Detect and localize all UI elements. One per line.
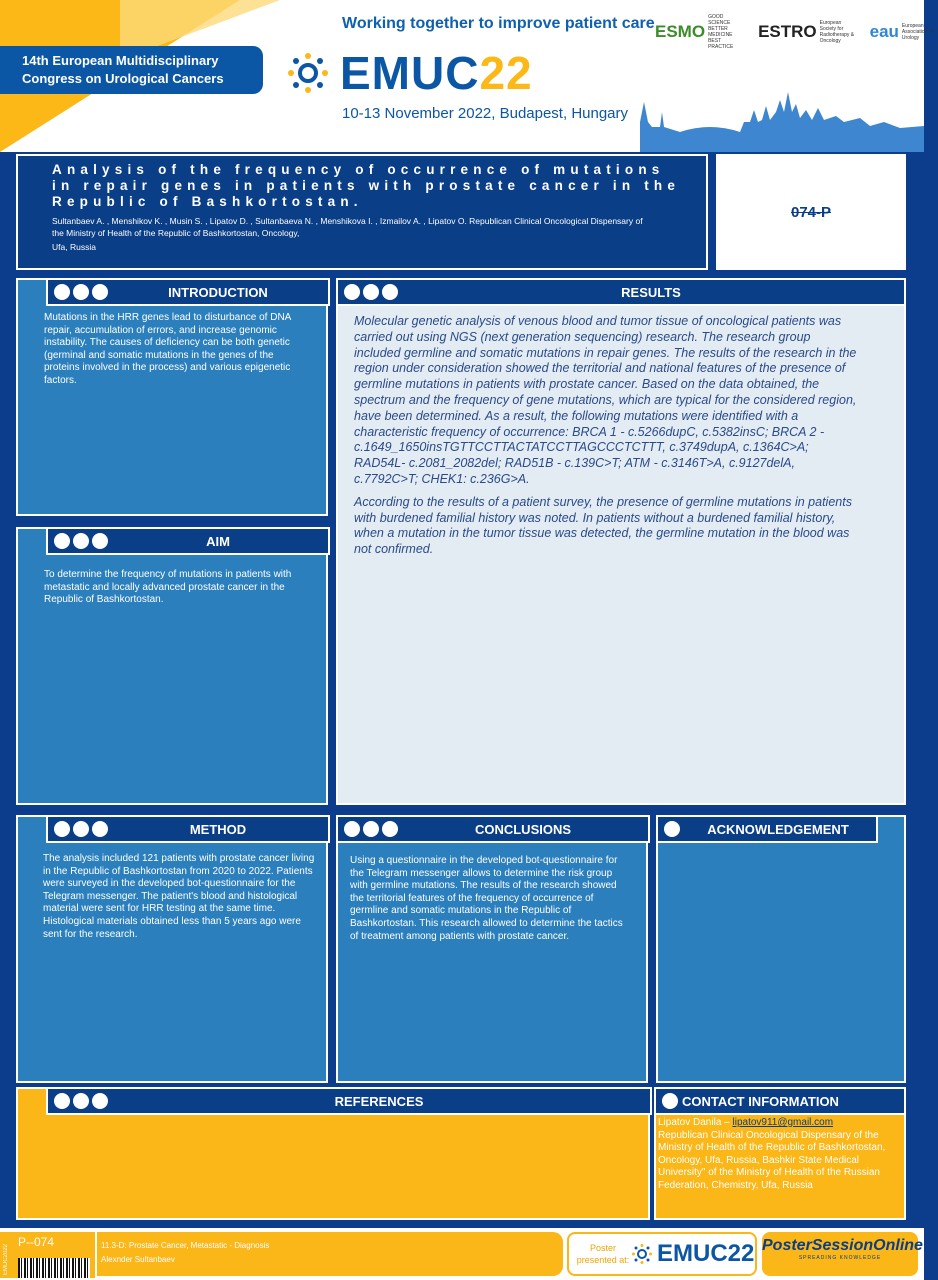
budapest-skyline-icon: [640, 82, 924, 152]
footer-info-box: [97, 1232, 563, 1276]
acknowledgement-header: [656, 815, 878, 843]
dot-icon: [664, 821, 680, 837]
date-location: 10-13 November 2022, Budapest, Hungary: [342, 105, 629, 122]
esmo-name: ESMO: [655, 22, 706, 41]
references-heading: REFERENCES: [334, 1093, 424, 1109]
results-panel: [336, 278, 906, 805]
eau-logo: [870, 22, 938, 42]
dots-icon: [344, 284, 398, 300]
presented-emuc-logo: EMUC22: [657, 1240, 755, 1267]
footer-presented-at: [567, 1232, 757, 1276]
footer-id-box: [0, 1232, 95, 1278]
sun-emblem-icon: [631, 1243, 653, 1265]
sun-emblem-icon: [286, 51, 330, 95]
poster-title: Analysis of the frequency of occurrence of mutations in repair genes in patients with prostate cancer in the Republic of Bashkortostan.: [52, 162, 681, 209]
introduction-panel: [16, 278, 328, 516]
affiliation-city: Ufa, Russia: [52, 242, 96, 252]
results-paragraph-1: Molecular genetic analysis of venous blood and tumor tissue of oncological patients was carried out using NGS (next generation sequencing) research. The research group included germline and somatic mutations in repair genes. The results of the research in the region under consideration showed the territorial and national features of the presence of germline mutations in patients with prostate cancer. Based on the data obtained, the spectrum and the frequency of gene mutations, which are typical for the considered region, have been determined. As a result, the following mutations were identified with a characteristic frequency of occurrence: BRCA 1 - c.5266dupC, c.5382insC; BRCA 2 - c.1649_1650insTGTTCCTTACTATCCTTAGCCCTCTTT, c.3749dupA, c.1364C>A; RAD54L- c.2081_2082del; RAD51B - c.139C>T; ATM - c.3146T>A, c.9127delA, c.7792C>T; CHEK1: c.236G>A.: [354, 314, 857, 486]
footer-category: 11.3-D: Prostate Cancer, Metastatic - Diagnosis: [101, 1241, 270, 1250]
poster-number-box: [716, 154, 906, 270]
contact-header: [654, 1087, 906, 1115]
eau-name: eau: [869, 22, 899, 41]
method-text: The analysis included 121 patients with prostate cancer living in the Republic of Bashkortostan from 2020 to 2022. Patients were surveyed in the developed bot-questionnaire for the Telegram messenger. The patient's blood and histological material were sent for HRR testing at the same time. Histological materials obtained less than 5 years ago were sent for the research.: [43, 853, 315, 940]
dots-icon: [54, 1093, 108, 1109]
esmo-logo: [655, 14, 744, 50]
dots-icon: [54, 533, 108, 549]
conclusions-text: Using a questionnaire in the developed bot-questionnaire for the Telegram messenger allows to determine the risk group with germline mutations. The results of the research showed the territorial features of the frequency of occurrence of germline and somatic mutations in the Republic of Bashkortostan. This research allowed to determine the tactics of treatment among patients with prostate cancer.: [350, 855, 623, 942]
emuc-logo: [286, 47, 533, 99]
aim-text: To determine the frequency of mutations in patients with metastatic and locally advanced prostate cancer in the Republic of Bashkortostan.: [44, 569, 292, 606]
aim-panel: [16, 527, 328, 805]
method-header: [46, 815, 330, 843]
emuc-word: EMUC: [340, 47, 480, 99]
dots-icon: [344, 821, 398, 837]
introduction-text: Mutations in the HRR genes lead to disturbance of DNA repair, accumulation of errors, and increase genomic instability. The causes of deficiency can be both genetic (germinal and somatic mutations in the genes of the proteins involved in the process) and various epigenetic factors.: [44, 312, 291, 386]
footer-poster-id: P--074: [18, 1235, 55, 1249]
poster-session-online-logo[interactable]: [762, 1232, 923, 1276]
poster-number: 074-P: [790, 203, 832, 221]
footer-presenter: Alexnder Sultanbaev: [101, 1255, 175, 1264]
congress-line-2: Congress on Urological Cancers: [22, 71, 224, 86]
contact-name: Lipatov Danila –: [658, 1117, 733, 1128]
presented-at-label: Poster presented at:: [576, 1243, 630, 1265]
emuc-year: 22: [479, 47, 533, 99]
contact-text: [658, 1117, 896, 1193]
results-text: [354, 314, 860, 565]
title-block: [16, 154, 708, 270]
estro-name: ESTRO: [758, 22, 817, 41]
introduction-heading: INTRODUCTION: [168, 284, 268, 300]
authors-affiliation: Sultanbaev A. , Menshikov K. , Musin S. , Lipatov D. , Sultanbaeva N. , Menshikova I. , Izmailov A. , Lipatov O. Republican Clinical Oncological Dispensary of the Ministry of Health of the Republic of Bashkortostan, Oncology,: [52, 216, 643, 238]
aim-heading: AIM: [206, 533, 230, 549]
results-paragraph-2: According to the results of a patient survey, the presence of germline mutations in patients with burdened familial history was noted. In patients without a burdened familial history, when a mutation in the tumor tissue was detected, the germline mutation in the blood was not confirmed.: [354, 494, 852, 557]
esmo-sub: GOOD SCIENCE BETTER MEDICINE BEST PRACTICE: [708, 14, 734, 50]
barcode-icon: [18, 1258, 90, 1278]
conclusions-heading: CONCLUSIONS: [474, 821, 572, 837]
pso-sub: SPREADING KNOWLEDGE: [798, 1255, 882, 1261]
estro-logo: [758, 20, 856, 44]
contact-affiliation: Republican Clinical Oncological Dispensary of the Ministry of Health of the Republic of Bashkortostan, Oncology, Ufa, Russia, Bashkir State Medical University" of the Ministry of Health of the Russian Federation, Chemistry, Ufa, Russia: [658, 1129, 886, 1191]
eau-sub: European Association of Urology: [901, 23, 934, 41]
contact-email-link[interactable]: lipatov911@gmail.com: [732, 1117, 834, 1128]
dots-icon: [54, 284, 108, 300]
method-heading: METHOD: [189, 821, 247, 837]
acknowledgement-heading: ACKNOWLEDGEMENT: [707, 821, 849, 837]
tagline: Working together to improve patient care: [342, 15, 655, 32]
results-header: [336, 278, 906, 306]
poster-footer: [0, 1228, 924, 1280]
sponsor-logos: [655, 14, 938, 50]
congress-line-1: 14th European Multidisciplinary: [22, 53, 219, 68]
references-header: [46, 1087, 652, 1115]
dot-icon: [662, 1093, 678, 1109]
acknowledgement-panel: [656, 815, 906, 1083]
footer-vertical-tag: EMUC2022: [3, 1243, 9, 1275]
results-heading: RESULTS: [621, 284, 681, 300]
emuc-wordmark: [340, 47, 533, 99]
contact-panel: [654, 1087, 906, 1220]
conclusions-panel: [336, 815, 648, 1083]
contact-heading: CONTACT INFORMATION: [682, 1093, 839, 1109]
dots-icon: [54, 821, 108, 837]
estro-sub: European Society for Radiotherapy & Oncology: [819, 20, 855, 44]
conclusions-header: [336, 815, 650, 843]
method-panel: [16, 815, 328, 1083]
pso-name: PosterSessionOnline: [762, 1237, 923, 1254]
poster-header: [0, 0, 934, 152]
congress-name-box: [0, 46, 263, 94]
introduction-header: [46, 278, 330, 306]
references-panel: [16, 1087, 650, 1220]
aim-header: [46, 527, 330, 555]
